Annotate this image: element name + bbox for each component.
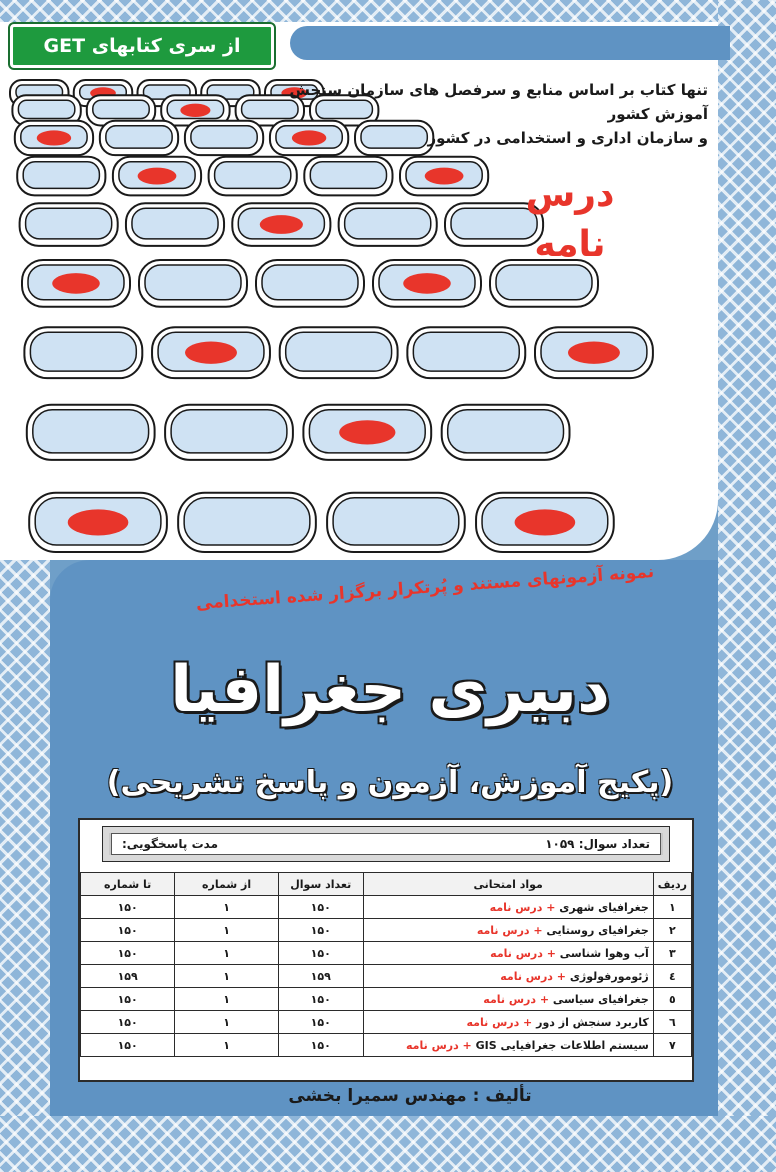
cell-to: ۱۵۰ [81,1034,175,1057]
header-subject: مواد امتحانی [363,873,653,896]
package-title: (پکیج آموزش، آزمون و پاسخ تشریحی) [106,765,674,800]
subject-name: جغرافیای سیاسی [552,992,649,1006]
subject-tag: + درس نامه [466,1015,537,1029]
cell-to: ۱۵۰ [81,988,175,1011]
subject-tag: + درس نامه [483,992,553,1006]
cell-count: ۱۵۰ [278,1011,363,1034]
table-row [81,942,692,965]
table-row [81,988,692,1011]
question-count [545,837,650,851]
cell-count: ۱۵۰ [278,942,363,965]
info-header [102,826,670,862]
subject-name: جغرافیای روستایی [546,923,649,937]
cell-to: ۱۵۰ [81,919,175,942]
series-badge: از سری کتابهای GET [10,24,274,68]
subject-name: سیستم اطلاعات جغرافیایی GIS [475,1038,649,1052]
tagline-line-2: و سازمان اداری و استخدامی در کشور [427,129,708,147]
duration-label: مدت پاسخگویی: [122,837,219,851]
subject-tag: + درس نامه [489,900,560,914]
cell-count: ۱۵۰ [278,896,363,919]
brand-title: درس نامه [525,174,615,265]
cell-row-number: ٥ [653,988,691,1011]
cell-subject [363,919,653,942]
decorative-border-bottom [0,1116,776,1172]
subject-name: جغرافیای شهری [559,900,649,914]
cell-from: ۱ [175,942,278,965]
tagline-line-1: تنها کتاب بر اساس منابع و سرفصل های سازمان سنجش آموزش کشور [289,81,708,123]
cell-count: ۱۵۰ [278,988,363,1011]
cell-subject [363,1011,653,1034]
subject-tag: + درس نامه [406,1038,476,1052]
cell-row-number: ۲ [653,919,691,942]
cell-subject [363,988,653,1011]
subject-name: ژئومورفولوژی [569,969,649,983]
decorative-border-top [0,0,776,22]
header-to: تا شماره [81,873,175,896]
cell-to: ۱۵۹ [81,965,175,988]
table-row [81,896,692,919]
cell-from: ۱ [175,988,278,1011]
table-row [81,965,692,988]
subject-name: کاربرد سنجش از دور [536,1015,649,1029]
exam-info-box [78,818,694,1082]
cell-row-number: ۳ [653,942,691,965]
header-count: تعداد سوال [278,873,363,896]
cell-to: ۱۵۰ [81,1011,175,1034]
cell-count: ۱۵۰ [278,1034,363,1057]
table-row [81,919,692,942]
cell-subject [363,1034,653,1057]
cell-subject [363,942,653,965]
subject-tag: + درس نامه [490,946,560,960]
cell-to: ۱۵۰ [81,942,175,965]
subject-tag: + درس نامه [500,969,570,983]
table-header-row [81,873,692,896]
table-row [81,1011,692,1034]
cell-subject [363,965,653,988]
cell-from: ۱ [175,919,278,942]
question-count-value: ۱۰۵۹ [545,837,575,851]
cell-row-number: ۱ [653,896,691,919]
cell-from: ۱ [175,1034,278,1057]
subtitle: نمونه آزمونهای مستند و پُرتکرار برگزار شده استخدامی [195,562,655,614]
book-title: دبیری جغرافیا [170,653,610,727]
subject-name: آب وهوا شناسی [559,946,649,960]
subject-tag: + درس نامه [476,923,547,937]
cell-to: ۱۵۰ [81,896,175,919]
cell-row-number: ٤ [653,965,691,988]
table-row [81,1034,692,1057]
cell-from: ۱ [175,965,278,988]
author-credit: تألیف : مهندس سمیرا بخشی [288,1086,532,1106]
header-row-number: ردیف [653,873,691,896]
cell-count: ۱۵۰ [278,919,363,942]
cell-count: ۱۵۹ [278,965,363,988]
cell-row-number: ٦ [653,1011,691,1034]
tagline [288,78,708,150]
cell-row-number: ۷ [653,1034,691,1057]
question-count-label: تعداد سوال: [578,837,650,851]
cell-from: ۱ [175,1011,278,1034]
decorative-border-right [718,0,776,1172]
decorative-border-left [0,560,50,1172]
cell-subject [363,896,653,919]
exam-table [80,872,692,1057]
header-from: از شماره [175,873,278,896]
cell-from: ۱ [175,896,278,919]
top-blue-band [290,26,730,60]
